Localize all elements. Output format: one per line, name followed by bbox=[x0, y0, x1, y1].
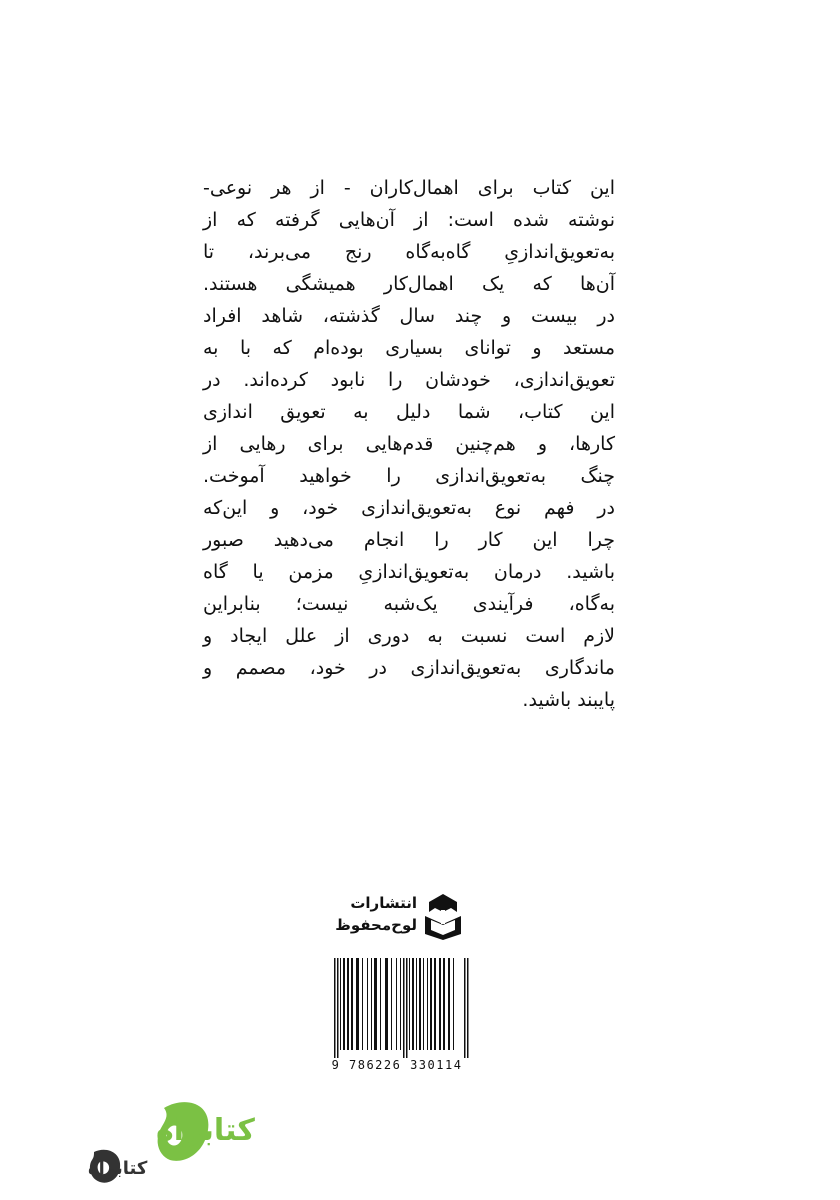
barcode-bar bbox=[423, 958, 424, 1050]
blurb-line: آن‌ها که یک اهمال‌کار همیشگی هستند. bbox=[203, 273, 615, 295]
publisher-mark bbox=[325, 888, 465, 948]
barcode-bar bbox=[434, 958, 436, 1050]
isbn-digits: 9 786226 330114 bbox=[331, 1058, 463, 1072]
publisher-name-line2: لوح‌محفوظ bbox=[335, 916, 417, 934]
blurb-line: ماندگاری به‌تعویق‌اندازی در خود، مصمم و bbox=[203, 657, 615, 679]
barcode-bar bbox=[340, 958, 341, 1050]
barcode-bar bbox=[448, 958, 450, 1050]
blurb-line: باشید. درمان به‌تعویق‌اندازیِ مزمن یا گاه bbox=[203, 561, 615, 583]
barcode-bar bbox=[464, 958, 466, 1058]
barcode-bar bbox=[427, 958, 428, 1050]
barcode-bar bbox=[403, 958, 405, 1058]
blurb-line: این کتاب برای اهمال‌کاران - از هر نوعی- bbox=[203, 177, 615, 199]
svg-text:کتابراه: کتابراه bbox=[88, 1158, 148, 1179]
barcode-bar bbox=[396, 958, 397, 1050]
publisher-book-logo-icon bbox=[421, 890, 465, 940]
ketabrah-watermark bbox=[44, 1090, 255, 1190]
barcode-bar bbox=[380, 958, 381, 1050]
ketabrah-logo-icon bbox=[44, 1090, 255, 1190]
barcode-bar bbox=[406, 958, 408, 1058]
blurb-line: مستعد و توانای بسیاری بوده‌ام که با به bbox=[203, 337, 615, 359]
blurb-line: پایبند باشید. bbox=[522, 689, 615, 711]
barcode-bar bbox=[337, 958, 339, 1058]
barcode-bar bbox=[374, 958, 377, 1050]
back-cover-blurb bbox=[203, 172, 615, 716]
barcode-bar bbox=[439, 958, 441, 1050]
blurb-line: چرا این کار را انجام می‌دهید صبور bbox=[203, 529, 615, 551]
blurb-line: نوشته شده است: از آن‌هایی گرفته که از bbox=[203, 209, 615, 231]
barcode-bar bbox=[367, 958, 368, 1050]
blurb-line: در فهم نوع به‌تعویق‌اندازی خود، و این‌که bbox=[203, 497, 615, 519]
blurb-line: لازم است نسبت به دوری از علل ایجاد و bbox=[203, 625, 615, 647]
barcode-bar bbox=[347, 958, 349, 1050]
barcode-bar bbox=[334, 958, 336, 1058]
barcode-bar bbox=[419, 958, 421, 1050]
blurb-line: در بیست و چند سال گذشته، شاهد افراد bbox=[203, 305, 615, 327]
barcode-bar bbox=[409, 958, 410, 1050]
barcode-bar bbox=[416, 958, 417, 1050]
svg-text:کتابراه: کتابراه bbox=[156, 1113, 255, 1148]
barcode-bar bbox=[356, 958, 359, 1050]
blurb-line: تعویق‌اندازی، خودشان را نابود کرده‌اند. در bbox=[203, 369, 615, 391]
barcode-bars bbox=[330, 958, 470, 1058]
blurb-line: این کتاب، شما دلیل به تعویق اندازی bbox=[203, 401, 615, 423]
barcode-bar bbox=[351, 958, 353, 1050]
blurb-line: به‌گاه، فرآیندی یک‌شبه نیست؛ بنابراین bbox=[203, 593, 615, 615]
barcode-bar bbox=[343, 958, 345, 1050]
publisher-name bbox=[335, 892, 417, 936]
blurb-line: چنگ به‌تعویق‌اندازی را خواهید آموخت. bbox=[203, 465, 615, 487]
barcode-bar bbox=[385, 958, 388, 1050]
barcode-bar bbox=[391, 958, 392, 1050]
blurb-line: کارها، و هم‌چنین قدم‌هایی برای رهایی از bbox=[203, 433, 615, 455]
barcode-bar bbox=[453, 958, 454, 1050]
barcode-bar bbox=[412, 958, 414, 1050]
barcode-bar bbox=[400, 958, 401, 1050]
publisher-name-line1: انتشارات bbox=[350, 894, 417, 912]
barcode-bar bbox=[362, 958, 363, 1050]
blurb-line: به‌تعویق‌اندازیِ گاه‌به‌گاه رنج می‌برند، تا bbox=[203, 241, 615, 263]
barcode-bar bbox=[467, 958, 469, 1058]
barcode-bar bbox=[371, 958, 372, 1050]
barcode-bar bbox=[430, 958, 432, 1050]
barcode-bar bbox=[443, 958, 445, 1050]
